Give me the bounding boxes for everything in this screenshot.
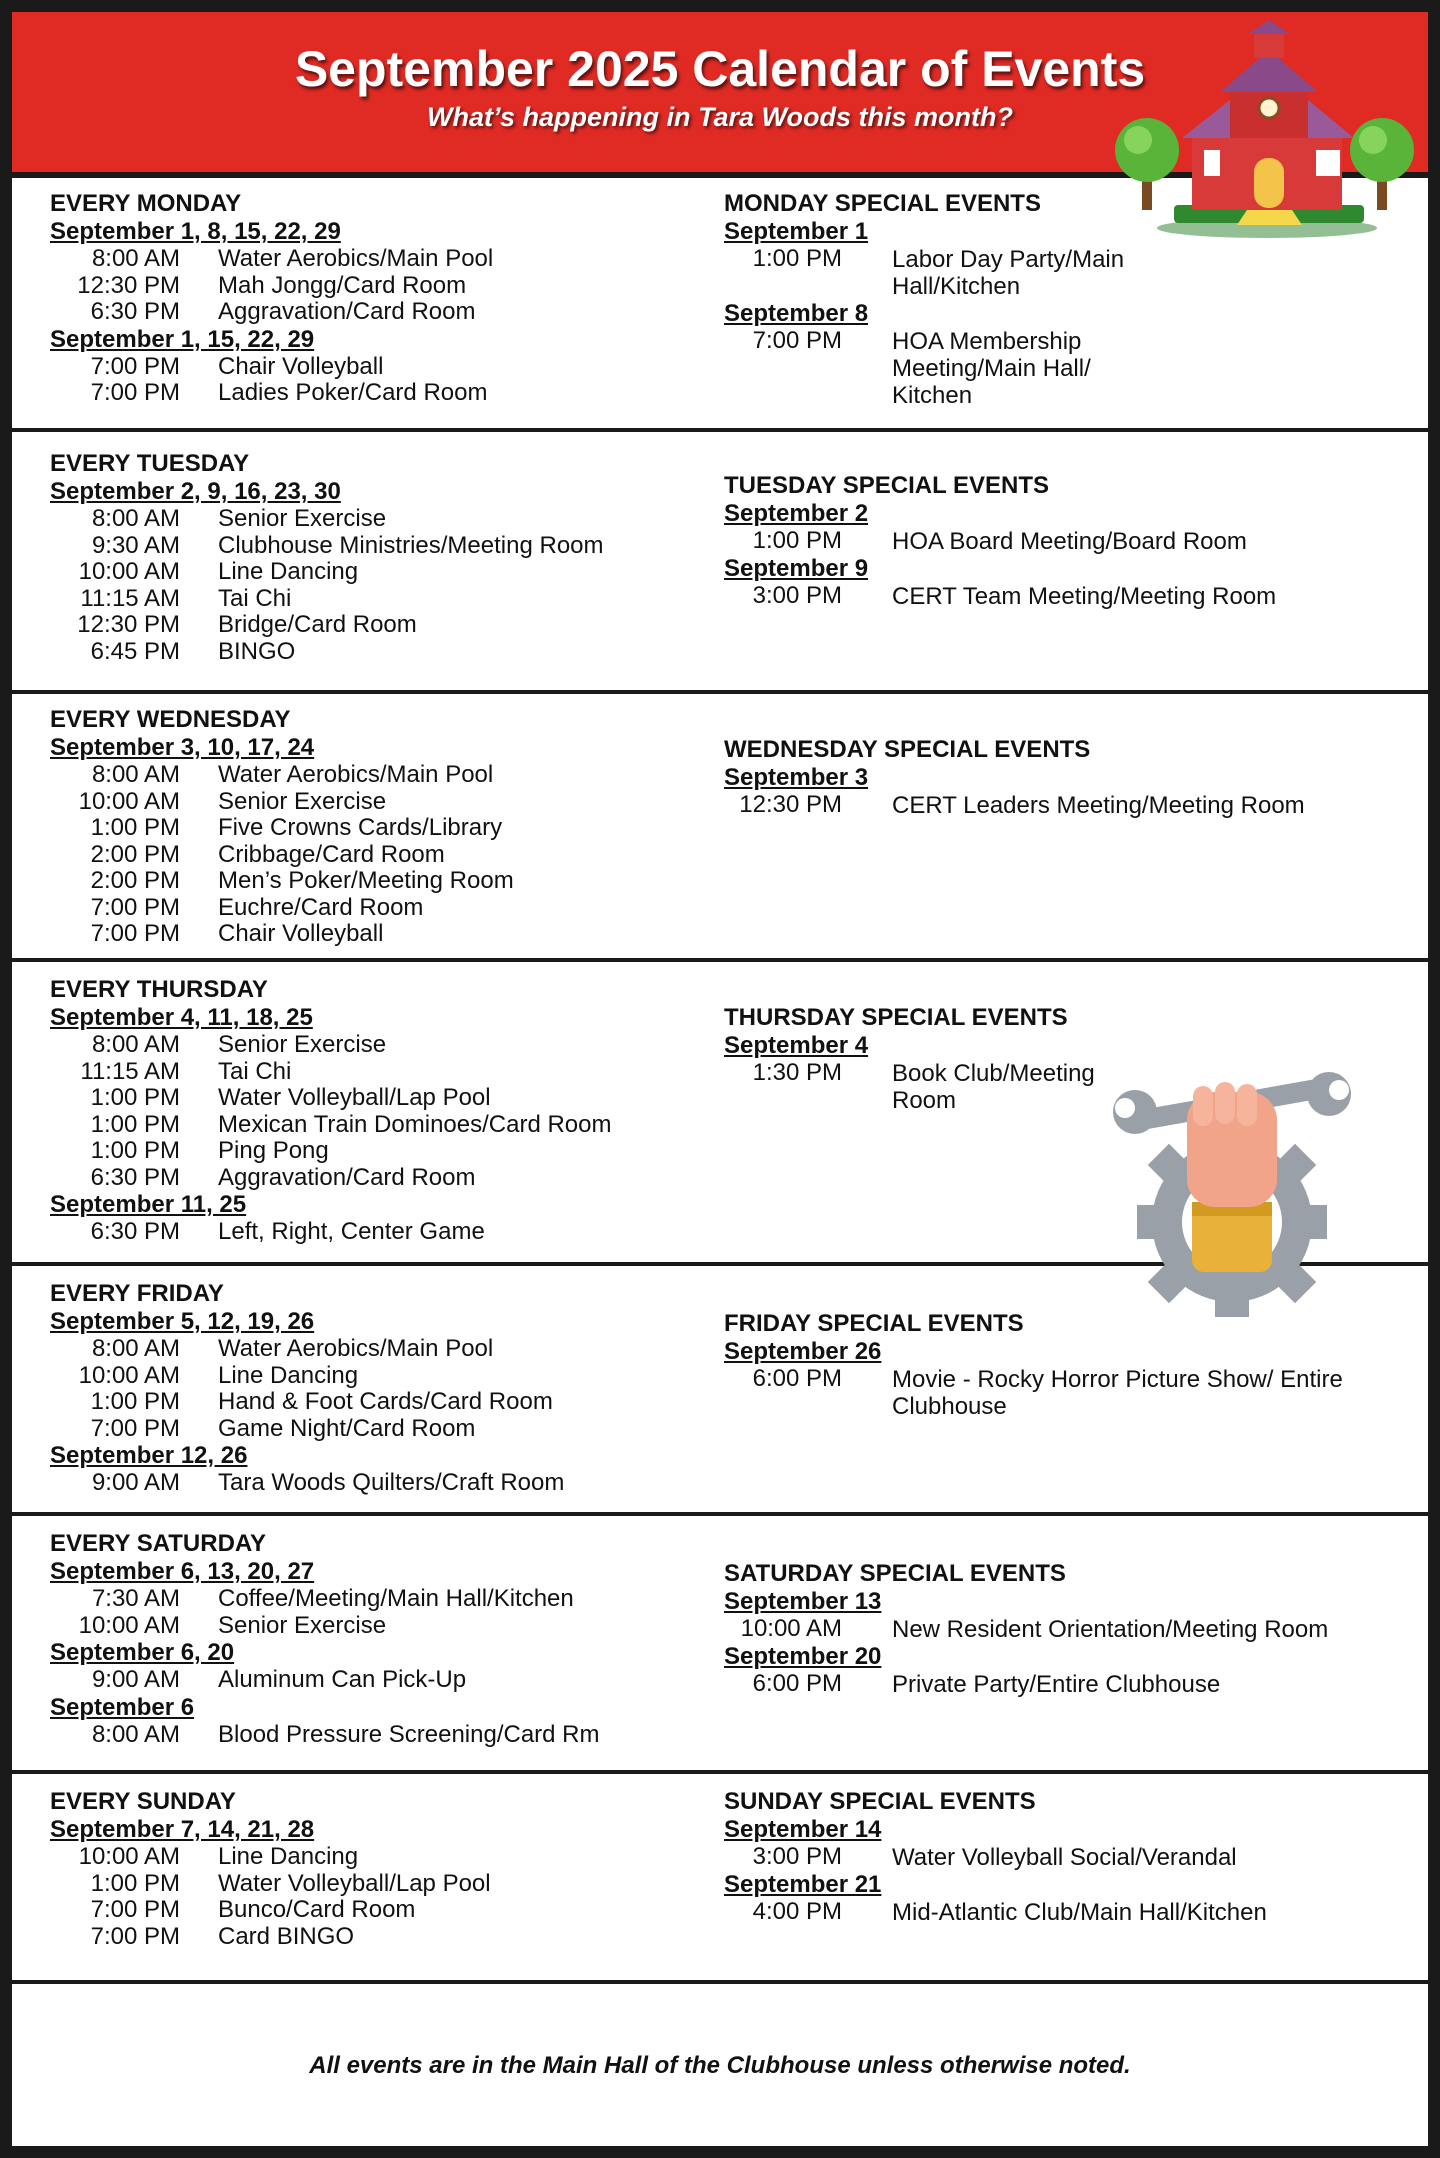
event-name: Water Volleyball/Lap Pool <box>218 1869 491 1897</box>
weekly-events-column <box>50 1280 690 1497</box>
event-time: 10:00 AM <box>78 787 180 815</box>
event-time: 7:00 PM <box>90 1922 180 1950</box>
event-row <box>50 1722 690 1749</box>
event-name: Euchre/Card Room <box>218 893 424 921</box>
event-time: 8:00 AM <box>91 1031 180 1058</box>
special-events-column <box>724 190 1164 409</box>
special-heading: SATURDAY SPECIAL EVENTS <box>724 1560 1066 1587</box>
page-subtitle: What’s happening in Tara Woods this month? <box>427 102 1013 132</box>
date-group-heading: September 4 <box>724 1032 869 1059</box>
event-name: Blood Pressure Screening/Card Rm <box>218 1720 600 1748</box>
event-name: Game Night/Card Room <box>218 1414 476 1442</box>
weekly-heading: EVERY TUESDAY <box>50 450 250 477</box>
event-name: Men’s Poker/Meeting Room <box>218 867 514 894</box>
event-row <box>724 328 1164 409</box>
event-time: 1:00 PM <box>752 245 842 272</box>
event-name: Tara Woods Quilters/Craft Room <box>218 1469 565 1496</box>
event-time: 7:00 PM <box>90 893 180 921</box>
event-name: Labor Day Party/Main Hall/Kitchen <box>892 246 1125 300</box>
event-name: Movie - Rocky Horror Picture Show/ Entire Clubhouse <box>892 1366 1343 1420</box>
date-group-heading: September 1, 15, 22, 29 <box>50 325 315 353</box>
event-name: Left, Right, Center Game <box>218 1218 485 1245</box>
special-events-column <box>724 736 1404 819</box>
date-group-heading: September 4, 11, 18, 25 <box>50 1004 313 1031</box>
event-row <box>50 1336 690 1363</box>
event-row <box>50 1138 690 1165</box>
event-time: 3:00 PM <box>752 582 842 609</box>
event-name: HOA Membership Meeting/Main Hall/ Kitchen <box>892 328 1091 409</box>
event-time: 10:00 AM <box>740 1615 842 1642</box>
event-name: Line Dancing <box>218 558 359 585</box>
event-name: Mexican Train Dominoes/Card Room <box>218 1110 612 1138</box>
event-row <box>724 528 1404 555</box>
event-row <box>50 533 690 560</box>
event-row <box>50 1416 690 1443</box>
event-time: 6:30 PM <box>90 1218 180 1245</box>
event-time: 9:00 AM <box>91 1666 180 1693</box>
event-name: Aluminum Can Pick-Up <box>218 1666 467 1693</box>
event-row <box>50 1165 690 1192</box>
event-row <box>50 506 690 533</box>
event-row <box>50 1897 690 1924</box>
event-row <box>50 1470 690 1497</box>
event-time: 12:30 PM <box>77 271 180 299</box>
weekly-events-column <box>50 190 690 407</box>
event-time: 10:00 AM <box>78 1843 180 1870</box>
date-group-heading: September 1 <box>724 218 869 245</box>
event-name: Clubhouse Ministries/Meeting Room <box>218 531 604 559</box>
event-name: Hand & Foot Cards/Card Room <box>218 1388 553 1415</box>
event-time: 7:00 PM <box>90 1414 180 1442</box>
special-heading: SUNDAY SPECIAL EVENTS <box>724 1788 1036 1815</box>
date-group-heading: September 7, 14, 21, 28 <box>50 1816 315 1843</box>
event-time: 12:30 PM <box>77 611 180 638</box>
date-group-heading: September 21 <box>724 1871 882 1898</box>
event-time: 8:00 AM <box>91 1720 180 1748</box>
event-row <box>50 1363 690 1390</box>
event-name: Chair Volleyball <box>218 352 384 380</box>
event-name: Private Party/Entire Clubhouse <box>892 1671 1221 1698</box>
event-time: 8:00 AM <box>91 245 180 272</box>
event-name: Senior Exercise <box>218 787 387 815</box>
calendar-page <box>12 12 1428 2146</box>
event-name: Mid-Atlantic Club/Main Hall/Kitchen <box>892 1899 1267 1926</box>
date-group-heading: September 20 <box>724 1643 882 1670</box>
event-time: 12:30 PM <box>739 791 842 818</box>
event-row <box>50 762 690 789</box>
event-row <box>50 299 690 326</box>
event-row <box>724 583 1404 610</box>
event-row <box>50 1032 690 1059</box>
event-time: 10:00 AM <box>78 1361 180 1389</box>
event-name: CERT Team Meeting/Meeting Room <box>892 583 1277 610</box>
event-name: Ping Pong <box>218 1137 329 1164</box>
event-row <box>50 354 690 381</box>
event-name: Water Aerobics/Main Pool <box>218 245 494 272</box>
footer-note: All events are in the Main Hall of the Clubhouse unless otherwise noted. <box>309 2052 1131 2079</box>
event-time: 1:00 PM <box>90 814 180 841</box>
event-time: 2:00 PM <box>90 867 180 894</box>
event-time: 1:00 PM <box>90 1869 180 1897</box>
date-group-heading: September 3 <box>724 764 869 791</box>
date-group-heading: September 9 <box>724 555 869 582</box>
date-group-heading: September 8 <box>724 300 869 327</box>
event-row <box>50 815 690 842</box>
event-row <box>724 1060 1164 1114</box>
event-row <box>50 1059 690 1086</box>
weekly-events-column <box>50 976 690 1246</box>
date-group-heading: September 2, 9, 16, 23, 30 <box>50 478 341 505</box>
event-row <box>50 868 690 895</box>
event-name: Water Aerobics/Main Pool <box>218 1335 494 1362</box>
event-time: 1:30 PM <box>752 1059 842 1086</box>
event-row <box>724 1671 1404 1698</box>
event-name: Senior Exercise <box>218 505 387 532</box>
page-title: September 2025 Calendar of Events <box>294 41 1146 97</box>
special-heading: FRIDAY SPECIAL EVENTS <box>724 1310 1024 1337</box>
wrench-fist-gear-icon <box>1107 1072 1357 1332</box>
event-time: 3:00 PM <box>752 1843 842 1870</box>
date-group-heading: September 13 <box>724 1588 882 1615</box>
event-time: 1:00 PM <box>90 1137 180 1164</box>
weekly-heading: EVERY THURSDAY <box>50 976 268 1003</box>
event-time: 1:00 PM <box>90 1084 180 1111</box>
event-row <box>50 1924 690 1951</box>
event-row <box>50 1871 690 1898</box>
weekly-events-column <box>50 450 690 665</box>
event-row <box>724 1844 1404 1871</box>
event-row <box>50 1667 690 1694</box>
weekly-events-column <box>50 1788 690 1950</box>
event-row <box>50 380 690 407</box>
day-section <box>12 1774 1428 1984</box>
event-row <box>50 1085 690 1112</box>
event-name: Chair Volleyball <box>218 920 384 947</box>
special-heading: THURSDAY SPECIAL EVENTS <box>724 1004 1068 1031</box>
event-row <box>50 1389 690 1416</box>
event-time: 2:00 PM <box>90 840 180 868</box>
date-group-heading: September 3, 10, 17, 24 <box>50 734 315 761</box>
event-row <box>724 792 1404 819</box>
event-name: Ladies Poker/Card Room <box>218 379 488 406</box>
date-group-heading: September 6 <box>50 1693 195 1721</box>
event-name: Line Dancing <box>218 1843 359 1870</box>
event-row <box>50 789 690 816</box>
event-time: 6:30 PM <box>90 1163 180 1191</box>
event-time: 6:45 PM <box>90 637 180 665</box>
date-group-heading: September 11, 25 <box>50 1191 247 1218</box>
event-time: 7:00 PM <box>752 327 842 354</box>
special-events-column <box>724 1004 1164 1114</box>
day-section <box>12 694 1428 962</box>
event-row <box>50 1586 690 1613</box>
weekly-heading: EVERY WEDNESDAY <box>50 706 291 733</box>
event-time: 10:00 AM <box>78 558 180 585</box>
event-name: BINGO <box>218 637 296 665</box>
event-row <box>724 246 1164 300</box>
event-name: Bunco/Card Room <box>218 1896 416 1923</box>
day-section <box>12 1516 1428 1774</box>
event-time: 9:30 AM <box>91 531 180 559</box>
event-name: Water Volleyball Social/Verandal <box>892 1844 1237 1871</box>
event-name: CERT Leaders Meeting/Meeting Room <box>892 792 1305 819</box>
weekly-heading: EVERY FRIDAY <box>50 1280 224 1307</box>
event-name: Aggravation/Card Room <box>218 1163 476 1191</box>
event-time: 8:00 AM <box>91 505 180 532</box>
event-name: Mah Jongg/Card Room <box>218 271 467 299</box>
special-heading: TUESDAY SPECIAL EVENTS <box>724 472 1049 499</box>
event-time: 7:30 AM <box>91 1585 180 1612</box>
date-group-heading: September 6, 20 <box>50 1639 235 1666</box>
weekly-events-column <box>50 706 690 948</box>
date-group-heading: September 2 <box>724 500 869 527</box>
event-time: 7:00 PM <box>90 1896 180 1923</box>
event-time: 7:00 PM <box>90 352 180 380</box>
event-row <box>50 246 690 273</box>
weekly-events-column <box>50 1530 690 1748</box>
event-time: 6:00 PM <box>752 1670 842 1697</box>
event-row <box>50 921 690 948</box>
event-row <box>50 559 690 586</box>
event-time: 1:00 PM <box>90 1388 180 1415</box>
event-row <box>50 586 690 613</box>
special-events-column <box>724 472 1404 610</box>
event-name: Line Dancing <box>218 1361 359 1389</box>
event-time: 10:00 AM <box>78 1611 180 1639</box>
event-name: Water Aerobics/Main Pool <box>218 761 494 788</box>
special-heading: WEDNESDAY SPECIAL EVENTS <box>724 736 1091 763</box>
day-section <box>12 432 1428 694</box>
event-name: Coffee/Meeting/Main Hall/Kitchen <box>218 1585 574 1612</box>
event-time: 6:00 PM <box>752 1365 842 1392</box>
event-row <box>50 1613 690 1640</box>
event-name: Book Club/Meeting Room <box>892 1060 1095 1114</box>
date-group-heading: September 5, 12, 19, 26 <box>50 1308 315 1335</box>
event-row <box>50 1112 690 1139</box>
date-group-heading: September 26 <box>724 1338 882 1365</box>
event-name: Bridge/Card Room <box>218 611 417 638</box>
date-group-heading: September 1, 8, 15, 22, 29 <box>50 218 341 245</box>
event-time: 7:00 PM <box>90 920 180 947</box>
event-name: Five Crowns Cards/Library <box>218 814 503 841</box>
event-name: Card BINGO <box>218 1922 355 1950</box>
event-time: 8:00 AM <box>91 1335 180 1362</box>
weekly-heading: EVERY MONDAY <box>50 190 242 217</box>
event-row <box>50 273 690 300</box>
event-name: HOA Board Meeting/Board Room <box>892 528 1247 555</box>
event-name: Water Volleyball/Lap Pool <box>218 1084 491 1111</box>
event-name: Senior Exercise <box>218 1611 387 1639</box>
event-name: Senior Exercise <box>218 1031 387 1058</box>
event-time: 4:00 PM <box>752 1898 842 1925</box>
event-name: Aggravation/Card Room <box>218 298 476 325</box>
event-row <box>50 842 690 869</box>
event-name: Tai Chi <box>218 584 292 612</box>
weekly-heading: EVERY SATURDAY <box>50 1530 267 1557</box>
event-time: 6:30 PM <box>90 298 180 325</box>
event-name: Cribbage/Card Room <box>218 840 445 868</box>
event-row <box>50 639 690 666</box>
special-heading: MONDAY SPECIAL EVENTS <box>724 190 1041 217</box>
event-time: 8:00 AM <box>91 761 180 788</box>
weekly-heading: EVERY SUNDAY <box>50 1788 236 1815</box>
event-row <box>50 895 690 922</box>
event-row <box>724 1899 1404 1926</box>
date-group-heading: September 14 <box>724 1816 882 1843</box>
day-section <box>12 172 1428 432</box>
event-time: 7:00 PM <box>90 379 180 406</box>
special-events-column <box>724 1788 1404 1926</box>
event-time: 9:00 AM <box>91 1469 180 1496</box>
event-time: 11:15 AM <box>80 1057 180 1085</box>
event-row <box>50 612 690 639</box>
date-group-heading: September 6, 13, 20, 27 <box>50 1558 315 1585</box>
event-time: 11:15 AM <box>80 584 180 612</box>
event-row <box>724 1616 1404 1643</box>
event-name: New Resident Orientation/Meeting Room <box>892 1616 1329 1643</box>
event-row <box>50 1219 690 1246</box>
event-row <box>50 1844 690 1871</box>
special-events-column <box>724 1560 1404 1698</box>
event-row <box>724 1366 1404 1420</box>
date-group-heading: September 12, 26 <box>50 1442 248 1469</box>
event-name: Tai Chi <box>218 1057 292 1085</box>
event-time: 1:00 PM <box>90 1110 180 1138</box>
event-time: 1:00 PM <box>752 527 842 554</box>
